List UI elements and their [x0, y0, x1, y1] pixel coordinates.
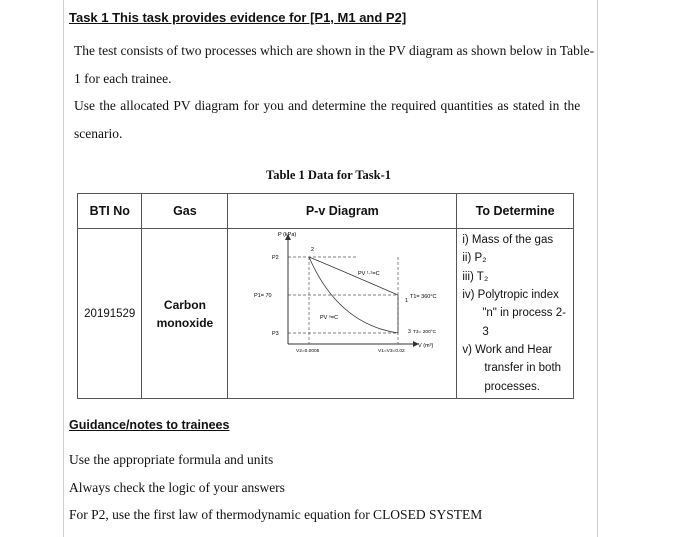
cell-to-determine: [457, 229, 574, 399]
guidance-line-2: Always check the logic of your answers: [69, 480, 285, 495]
header-pv-diagram: P-v Diagram: [228, 194, 457, 229]
intro-line-2: 1 for each trainee.: [74, 71, 172, 86]
point-1-label: 1: [405, 298, 409, 304]
task-heading: Task 1 This task provides evidence for [P1, M1 and P2]: [69, 10, 407, 25]
list-item: iv) Polytropic index: [462, 289, 559, 302]
to-determine-list: [457, 231, 573, 396]
guidance-line-3: For P2, use the first law of thermodynamic equation for CLOSED SYSTEM: [69, 507, 483, 522]
x-axis-label: V (m³): [418, 343, 434, 349]
intro-line-4: scenario.: [74, 126, 123, 141]
list-item: ii) P₂: [462, 252, 487, 265]
gas-line-1: Carbon: [163, 297, 206, 312]
header-gas: Gas: [142, 194, 228, 229]
list-item: i) Mass of the gas: [462, 234, 554, 247]
table-caption: Table 1 Data for Task-1: [266, 168, 392, 182]
gas-line-2: monoxide: [156, 315, 214, 330]
t3-label: T3= 200°C: [413, 330, 437, 335]
list-item: v) Work and Hear: [462, 343, 553, 356]
task-table: [77, 193, 574, 399]
process-1-2-label: PV ¹·²=C: [358, 271, 380, 277]
list-item: iii) T₂: [462, 270, 489, 283]
point-2-label: 2: [311, 247, 315, 253]
point-3-label: 3: [408, 329, 412, 335]
process-2-3-label: PV ⁿ=C: [320, 315, 339, 321]
list-item: "n" in process 2-: [482, 307, 566, 320]
list-item: 3: [482, 325, 489, 338]
v1v3-label: V1=V3=0.02: [378, 349, 406, 354]
list-item: processes.: [484, 380, 540, 393]
p2-label: P2: [272, 255, 280, 261]
guidance-heading: Guidance/notes to trainees: [69, 418, 230, 432]
cell-bti-no: 20191529: [78, 229, 142, 399]
pv-diagram: [228, 229, 456, 395]
process-1-2-curve: [309, 257, 398, 295]
table-header-row: [78, 194, 574, 229]
right-margin-line: [597, 0, 598, 537]
p1-label: P1= 70: [254, 293, 272, 299]
intro-line-1: The test consists of two processes which are shown in the PV diagram as shown below in Table-: [74, 43, 595, 58]
left-margin-line: [63, 0, 64, 537]
guidance-line-1: Use the appropriate formula and units: [69, 452, 274, 467]
cell-pv-diagram: [228, 229, 457, 399]
intro-line-3: Use the allocated PV diagram for you and determine the required quantities as stated in the: [74, 98, 581, 113]
table-row: [78, 229, 574, 399]
p3-label: P3: [272, 331, 280, 337]
t1-label: T1= 360°C: [410, 294, 437, 300]
cell-gas: [142, 229, 228, 399]
v2-label: V2=0.0005: [296, 349, 320, 354]
header-to-determine: To Determine: [457, 194, 574, 229]
y-axis-label: P (kPa): [278, 232, 297, 238]
list-item: transfer in both: [484, 362, 562, 375]
header-bti-no: BTI No: [78, 194, 142, 229]
